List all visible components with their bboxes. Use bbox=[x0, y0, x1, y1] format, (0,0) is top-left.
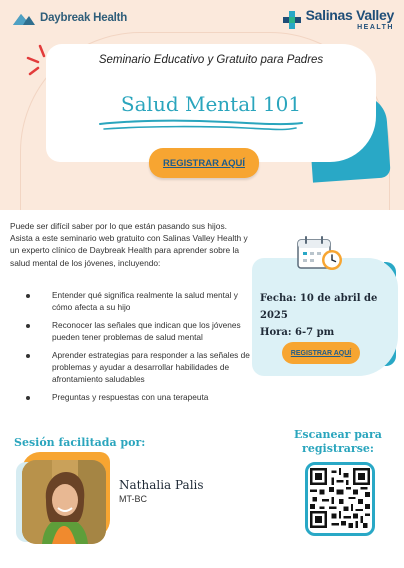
squiggle-underline bbox=[96, 118, 306, 134]
salinas-logo-line1: Salinas Valley bbox=[305, 7, 394, 23]
qr-code-icon[interactable] bbox=[310, 468, 370, 528]
page-title: Salud Mental 101 bbox=[120, 92, 302, 116]
daybreak-logo-icon bbox=[12, 10, 36, 26]
daybreak-logo-text: Daybreak Health bbox=[40, 12, 128, 24]
daybreak-logo bbox=[12, 10, 127, 26]
list-item: Preguntas y respuestas con una terapeuta bbox=[22, 392, 250, 404]
calendar-clock-icon bbox=[296, 234, 344, 274]
register-button-hero[interactable]: REGISTRAR AQUÍ bbox=[149, 148, 259, 178]
register-button-info[interactable]: REGISTRAR AQUÍ bbox=[282, 342, 360, 364]
topics-list bbox=[22, 290, 250, 411]
event-date: Fecha: 10 de abril de 2025 bbox=[260, 293, 378, 321]
seminar-subtitle: Seminario Educativo y Gratuito para Padres bbox=[98, 54, 324, 66]
list-item: Aprender estrategias para responder a las señales de problemas y ayudar a desarrollar habilidades de afrontamiento saludables bbox=[22, 350, 250, 385]
salinas-valley-logo bbox=[282, 8, 394, 31]
facilitator-photo bbox=[22, 460, 106, 544]
cross-icon bbox=[282, 10, 302, 30]
qr-heading: Escanear para registrarse: bbox=[294, 428, 382, 455]
list-item: Reconocer las señales que indican que los jóvenes pueden tener problemas de salud mental bbox=[22, 320, 250, 343]
intro-paragraph: Puede ser difícil saber por lo que están pasando sus hijos. Asista a este seminario web gratuito con Salinas Valley Health y un experto clínico de Daybreak Health para aprender sobre la salud mental de los jóvenes, incluyendo: bbox=[10, 221, 248, 268]
facilitator-name: Nathalia Palis bbox=[119, 478, 204, 492]
facilitator-heading: Sesión facilitada por: bbox=[14, 436, 146, 449]
facilitator-credentials: MT-BC bbox=[119, 494, 147, 504]
list-item: Entender qué significa realmente la salud mental y cómo afecta a su hijo bbox=[22, 290, 250, 313]
salinas-logo-line2: HEALTH bbox=[357, 24, 394, 31]
event-time: Hora: 6-7 pm bbox=[260, 327, 335, 338]
event-details bbox=[260, 290, 400, 341]
